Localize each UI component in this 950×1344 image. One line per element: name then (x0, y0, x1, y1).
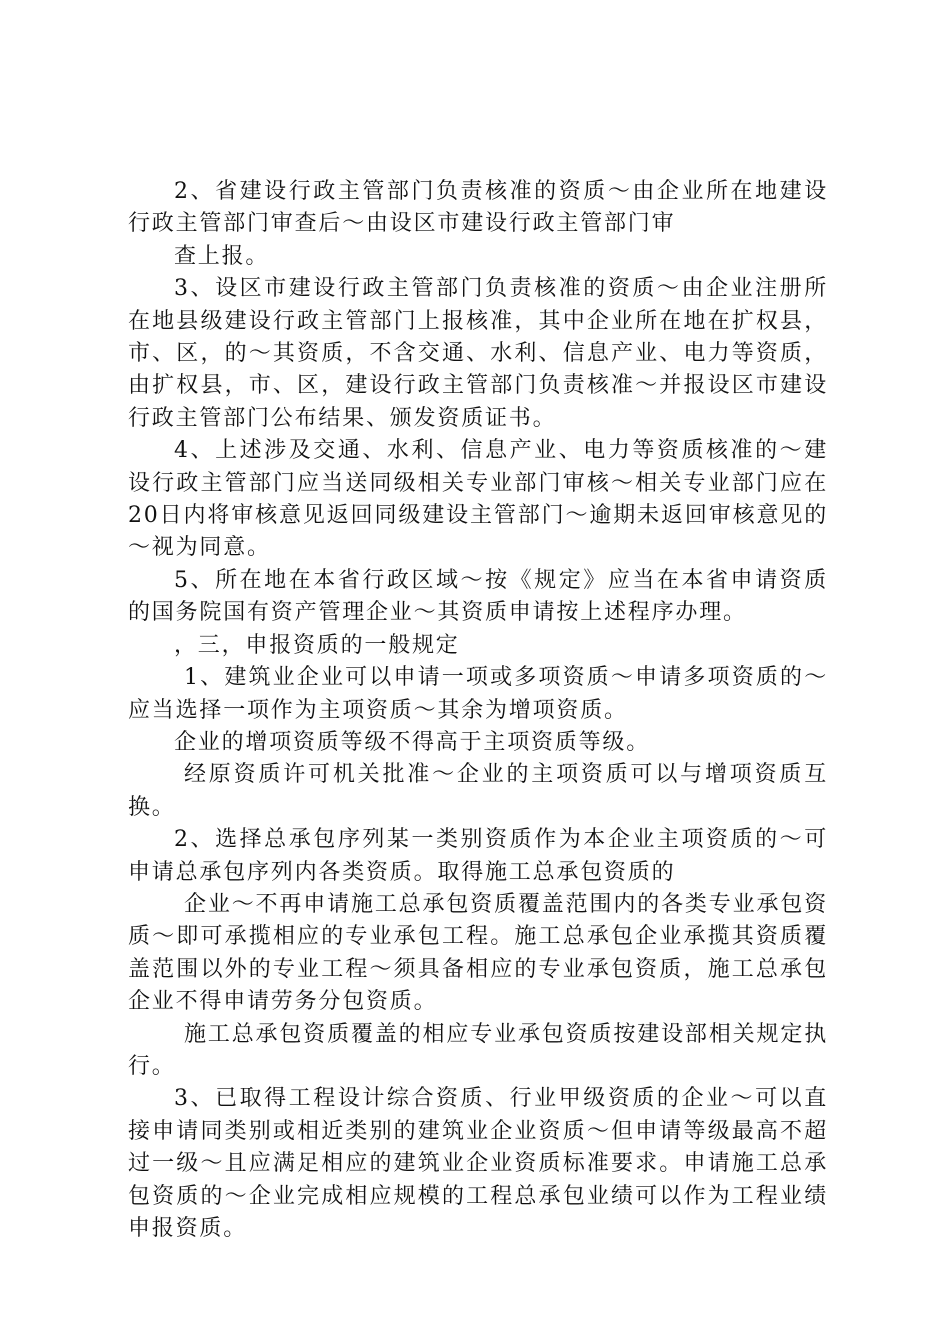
paragraph-item-5: 5、所在地在本省行政区域～按《规定》应当在本省申请资质的国务院国有资产管理企业～其资质申请按上述程序办理。 (128, 567, 828, 626)
paragraph-item-4: 4、上述涉及交通、水利、信息产业、电力等资质核准的～建设行政主管部门应当送同级相关专业部门审核～相关专业部门应在20日内将审核意见返回同级建设主管部门～逾期未返回审核意见的～视为同意。 (128, 438, 828, 561)
document-body (128, 176, 828, 1245)
paragraph-rule-2: 2、选择总承包序列某一类别资质作为本企业主项资质的～可申请总承包序列内各类资质。取得施工总承包资质的 (128, 827, 828, 885)
paragraph-item-3: 3、设区市建设行政主管部门负责核准的资质～由企业注册所在地县级建设行政主管部门上报核准，其中企业所在地在扩权县，市、区，的～其资质，不含交通、水利、信息产业、电力等资质，由扩权县，市、区，建设行政主管部门负责核准～并报设区市建设行政主管部门公布结果、颁发资质证书。 (128, 276, 828, 431)
paragraph-rule-2-detail: 企业～不再申请施工总承包资质覆盖范围内的各类专业承包资质～即可承揽相应的专业承包工程。施工总承包企业承揽其资质覆盖范围以外的专业工程～须具备相应的专业承包资质，施工总承包企业不得申请劳务分包资质。 (128, 891, 828, 1015)
paragraph-rule-3: 3、已取得工程设计综合资质、行业甲级资质的企业～可以直接申请同类别或相近类别的建筑业企业资质～但申请等级最高不超过一级～且应满足相应的建筑业企业资质标准要求。申请施工总承包资质的～企业完成相应规模的工程总承包业绩可以作为工程业绩申报资质。 (128, 1086, 828, 1241)
paragraph-rule-1-swap: 经原资质许可机关批准～企业的主项资质可以与增项资质互换。 (128, 762, 828, 820)
paragraph-rule-1-note: 企业的增项资质等级不得高于主项资质等级。 (174, 729, 651, 755)
paragraph-rule-1: 1、建筑业企业可以申请一项或多项资质～申请多项资质的～应当选择一项作为主项资质～其余为增项资质。 (128, 665, 828, 723)
paragraph-continuation: 查上报。 (174, 243, 270, 269)
paragraph-item-2: 2、省建设行政主管部门负责核准的资质～由企业所在地建设行政主管部门审查后～由设区市建设行政主管部门审 (128, 179, 828, 237)
section-heading: ，三，申报资质的一般规定 (174, 632, 460, 658)
paragraph-rule-2-note: 施工总承包资质覆盖的相应专业承包资质按建设部相关规定执行。 (128, 1021, 828, 1079)
